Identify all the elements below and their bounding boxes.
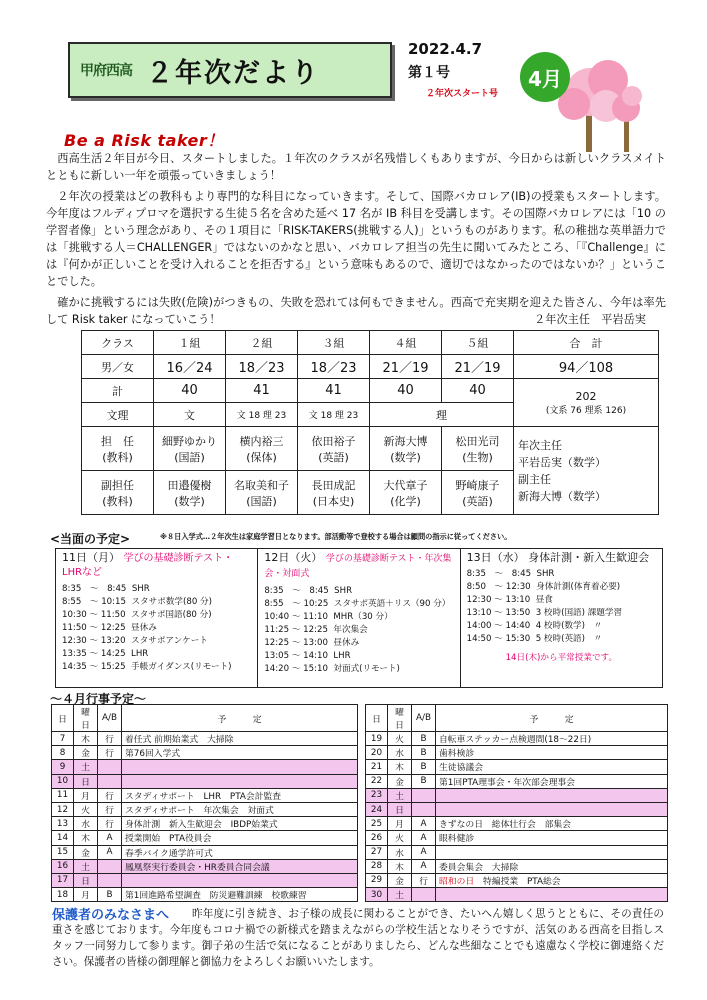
table-header-row	[52, 705, 668, 732]
table-cell: B	[412, 774, 436, 788]
table-cell: 19	[366, 732, 388, 746]
table-cell: 18／23	[298, 355, 370, 379]
schedule-day-header: 13日（水） 身体計測・新入生歓迎会	[466, 551, 650, 564]
table-cell: 担 任 (教科)	[82, 427, 154, 471]
schedule-day-header: 11日（月） 学びの基礎診断テスト・LHRなど	[62, 551, 234, 578]
list-item: 8:55 ～ 10:25 スタサポ英語＋リス（90 分）	[264, 599, 451, 609]
table-cell: 41	[298, 379, 370, 403]
table-cell: 大代章子 (化学)	[370, 471, 442, 515]
table-cell: B	[412, 746, 436, 760]
table-cell: 16／24	[154, 355, 226, 379]
event-text: 第1回進路希望調査 防災避難訓練 校歌練習	[125, 891, 307, 902]
issue-date: 2022.4.7	[408, 40, 483, 58]
table-cell: A	[98, 831, 122, 845]
table-cell: 15	[52, 845, 74, 859]
event-text: 春季バイク通学許可式	[125, 848, 213, 859]
schedule-day-11	[56, 549, 258, 687]
table-cell-event	[436, 732, 668, 746]
table-cell-event	[122, 774, 358, 788]
table-cell: 行	[98, 746, 122, 760]
table-cell: 10	[52, 774, 74, 788]
table-cell: 行	[98, 817, 122, 831]
table-cell-event	[436, 760, 668, 774]
table-cell: 新海大博 (数学)	[370, 427, 442, 471]
table-cell: 水	[74, 817, 98, 831]
table-cell: ２組	[226, 331, 298, 355]
table-cell: 13	[52, 817, 74, 831]
table-cell: 木	[388, 760, 412, 774]
issue-subtitle: ２年次スタート号	[426, 89, 499, 99]
table-cell: 合 計	[514, 331, 659, 355]
table-row	[52, 845, 668, 859]
month-badge: 4月	[520, 52, 570, 102]
list-item: 12:30 ～ 13:10 昼食	[466, 595, 553, 605]
table-cell: 男／女	[82, 355, 154, 379]
table-cell-event	[436, 774, 668, 788]
table-cell: 24	[366, 802, 388, 816]
event-text: スタディサポート LHR PTA会計監査	[125, 791, 282, 802]
regular-class-note: 14日(木)から平常授業です。	[505, 653, 618, 663]
event-text: 歯科検診	[439, 749, 475, 760]
table-cell: 金	[74, 845, 98, 859]
list-item: 10:40 ～ 11:10 MHR（30 分）	[264, 612, 393, 622]
event-text: 眼科健診	[439, 834, 475, 845]
table-cell: 7	[52, 732, 74, 746]
list-item: 13:35 ～ 14:25 LHR	[62, 649, 149, 659]
schedule-note: ※８日入学式…２年次生は家庭学習日となります。部活動等で登校する場合は顧問の指示に従ってください。	[160, 532, 512, 541]
table-cell-event	[436, 873, 668, 887]
list-item: 12:25 ～ 13:00 昼休み	[264, 638, 360, 648]
table-cell: 27	[366, 845, 388, 859]
event-text: 鳳凰祭実行委員会・HR委員合同会議	[125, 862, 270, 873]
table-cell	[98, 760, 122, 774]
table-cell-event	[122, 802, 358, 816]
table-cell-event	[122, 788, 358, 802]
table-cell: 水	[388, 746, 412, 760]
table-row	[82, 355, 659, 379]
title-box	[68, 42, 392, 98]
table-cell: 行	[412, 873, 436, 887]
table-cell: 木	[388, 859, 412, 873]
guardian-heading: 保護者のみなさまへ	[52, 908, 170, 923]
column-header: 曜日	[388, 705, 412, 732]
table-cell: 金	[388, 873, 412, 887]
list-item: 10:30 ～ 11:50 スタサポ国語(80 分)	[62, 610, 212, 620]
table-cell: 29	[366, 873, 388, 887]
schedule-day-13	[461, 549, 662, 687]
table-row	[52, 746, 668, 760]
table-cell: 依田裕子 (英語)	[298, 427, 370, 471]
table-cell: 月	[388, 817, 412, 831]
intro-paragraph-1: 西高生活２年目が今日、スタートしました。１年次のクラスが名残惜しくもありますが、今日からは新しいクラスメイトとともに新しい一年を頑張っていきましょう！	[46, 152, 666, 182]
school-name: 甲府西高	[80, 63, 132, 79]
table-cell: 日	[74, 774, 98, 788]
list-item: 8:50 ～ 12:30 身体計測(体育着必要)	[466, 582, 621, 592]
class-table	[81, 330, 659, 515]
table-cell: 文 18 理 23	[226, 403, 298, 427]
table-cell: 9	[52, 760, 74, 774]
table-row	[52, 859, 668, 873]
table-cell: 土	[74, 859, 98, 873]
table-row	[52, 732, 668, 746]
column-header: A/B	[412, 705, 436, 732]
intro-paragraph-3: 確かに挑戦するには失敗(危険)がつきもの、失敗を恐れては何もできません。西高で充実期を迎えた皆さん、今年は率先して Risk taker になっていこう！	[46, 296, 666, 326]
table-cell-event	[122, 746, 358, 760]
table-cell: 細野ゆかり (国語)	[154, 427, 226, 471]
table-cell: 行	[98, 802, 122, 816]
event-text: 第1回PTA理事会・年次部会理事会	[439, 777, 575, 788]
table-cell: 月	[74, 888, 98, 902]
table-cell	[412, 888, 436, 902]
list-item: 12:30 ～ 13:20 スタサポアンケート	[62, 636, 208, 646]
table-cell-event	[122, 831, 358, 845]
event-text: 着任式 前期始業式 大掃除	[125, 735, 234, 746]
event-text: スタディサポート 年次集会 対面式	[125, 806, 274, 817]
table-row	[82, 427, 659, 471]
table-cell-event	[436, 845, 668, 859]
table-row	[52, 888, 668, 902]
list-item: 11:25 ～ 12:25 年次集会	[264, 625, 368, 635]
table-cell: 日	[388, 802, 412, 816]
table-cell: A	[412, 817, 436, 831]
issue-number: 第１号	[408, 65, 450, 81]
table-cell: ３組	[298, 331, 370, 355]
schedule-heading: <当面の予定>	[50, 532, 131, 546]
column-header: 予 定	[122, 705, 358, 732]
table-row	[82, 379, 659, 403]
table-cell: 16	[52, 859, 74, 873]
table-cell	[98, 873, 122, 887]
signature: ２年次主任 平岩岳実	[534, 313, 646, 326]
table-cell: 26	[366, 831, 388, 845]
column-header: 曜日	[74, 705, 98, 732]
list-item: 8:35 ～ 8:45 SHR	[264, 586, 353, 596]
table-cell: 木	[74, 831, 98, 845]
table-cell-event	[436, 802, 668, 816]
table-cell: A	[412, 859, 436, 873]
total-students: 202	[575, 389, 597, 403]
table-cell: 金	[388, 774, 412, 788]
table-cell: A	[412, 845, 436, 859]
table-cell-event	[122, 888, 358, 902]
schedule-day-12	[258, 549, 460, 687]
table-cell: 名取美和子 (国語)	[226, 471, 298, 515]
table-cell: 田邉優樹 (数学)	[154, 471, 226, 515]
table-cell: 行	[98, 788, 122, 802]
list-item: 11:50 ～ 12:25 昼休み	[62, 623, 157, 633]
event-text: 委員会集会 大掃除	[439, 862, 519, 873]
table-cell: 40	[370, 379, 442, 403]
events-table	[51, 704, 668, 902]
list-item: 13:10 ～ 13:50 3 校時(国語) 課題学習	[466, 608, 623, 618]
table-cell: 理	[370, 403, 514, 427]
page-title: ２年次だより	[146, 57, 320, 89]
table-cell: 23	[366, 788, 388, 802]
section-heading-risk-taker: Be a Risk taker！	[64, 131, 224, 150]
guardian-message: 昨年度に引き続き、お子様の成長に関わることができ、たいへん嬉しく思うとともに、その責任の重さを感じております。今年度もコロナ禍での新様式を踏まえながらの学校生活となりそうですが、活気のある西高を目指しスタッフ一同努力して参ります。御子弟の生活で気になることがありましたら、どんな些細なことでも遠慮なく学校に御連絡ください。保護者の皆様の御理解と御協力をよろしくお願いいたします。	[52, 908, 664, 968]
table-cell-event	[122, 817, 358, 831]
table-cell: 土	[74, 760, 98, 774]
table-cell: A	[98, 845, 122, 859]
table-cell: 計	[82, 379, 154, 403]
table-cell: 行	[98, 732, 122, 746]
table-cell: 横内裕三 (保体)	[226, 427, 298, 471]
table-cell: 日	[74, 873, 98, 887]
total-breakdown: (文系 76 理系 126)	[545, 405, 627, 416]
events-heading: ～４月行事予定～	[50, 692, 147, 706]
table-cell: 土	[388, 888, 412, 902]
table-cell: 文	[154, 403, 226, 427]
list-item: 14:20 ～ 15:10 対面式(リモート)	[264, 664, 400, 674]
holiday-label: 昭和の日	[439, 876, 475, 887]
column-header: 日	[52, 705, 74, 732]
table-cell-event	[436, 788, 668, 802]
table-cell: 17	[52, 873, 74, 887]
event-text: きずなの日 総体壮行会 部集会	[439, 820, 571, 831]
table-cell: 火	[388, 732, 412, 746]
schedule-box	[55, 548, 663, 688]
table-cell: 長田成記 (日本史)	[298, 471, 370, 515]
table-cell: ４組	[370, 331, 442, 355]
table-cell: 21／19	[370, 355, 442, 379]
table-cell: ５組	[442, 331, 514, 355]
column-header: 予 定	[436, 705, 668, 732]
table-cell-event	[436, 831, 668, 845]
table-cell: 文 18 理 23	[298, 403, 370, 427]
table-cell: １組	[154, 331, 226, 355]
table-cell	[412, 788, 436, 802]
table-row	[52, 774, 668, 788]
table-row	[52, 788, 668, 802]
table-cell: B	[412, 760, 436, 774]
intro-paragraph-2: ２年次の授業はどの教科もより専門的な科目になっていきます。そして、国際バカロレア(IB)の授業もスタートします。今年度はフルディプロマを選択する生徒５名を含めた延べ 17 名が IB 科目を受講します。その国際バカロレアには「10 の学習者像」という理念があり、その１項目に「RISK-TAKERS(挑戦する人)」というものがあります。私の稚拙な英単語力では「挑戦する人＝CHALLENGER」ではないのかなと思い、バカロレア担当の先生に聞いてみたところ、「『Challenge』には『何かが正しいことを受け入れることを拒否する』という意味もあるので、適切ではなかったのではないか？」ということでした。	[46, 190, 666, 288]
table-cell-event	[122, 873, 358, 887]
table-cell: 30	[366, 888, 388, 902]
table-cell-event	[122, 732, 358, 746]
table-cell-event	[436, 817, 668, 831]
table-cell-event	[122, 859, 358, 873]
table-cell: 11	[52, 788, 74, 802]
event-text: 特編授業 PTA総会	[483, 876, 561, 887]
table-cell: A	[412, 831, 436, 845]
list-item: 14:35 ～ 15:25 手帳ガイダンス(リモート)	[62, 662, 232, 672]
table-cell: 25	[366, 817, 388, 831]
event-text: 授業開始 PTA役員会	[125, 834, 212, 845]
table-row	[82, 331, 659, 355]
event-text: 身体計測 新入生歓迎会 IBDP始業式	[125, 820, 278, 831]
table-cell	[98, 859, 122, 873]
table-cell-event	[436, 746, 668, 760]
table-row	[52, 831, 668, 845]
table-cell: 94／108	[514, 355, 659, 379]
table-cell: 8	[52, 746, 74, 760]
table-cell-event	[122, 760, 358, 774]
table-cell: 41	[226, 379, 298, 403]
schedule-day-header: 12日（火） 学びの基礎診断テスト・年次集会・対面式	[264, 551, 452, 579]
event-text: 自転車ステッカー点検週間(18～22日)	[439, 735, 592, 746]
table-cell: 月	[74, 788, 98, 802]
table-cell-event	[122, 845, 358, 859]
list-item: 8:35 ～ 8:45 SHR	[62, 584, 150, 594]
table-cell: 土	[388, 788, 412, 802]
table-cell: 12	[52, 802, 74, 816]
table-cell: 副担任 (教科)	[82, 471, 154, 515]
table-cell: 14	[52, 831, 74, 845]
table-cell: 火	[74, 802, 98, 816]
event-text: 第76回入学式	[125, 749, 181, 760]
list-item: 14:00 ～ 14:40 4 校時(数学) 〃	[466, 621, 603, 631]
list-item: 8:55 ～ 10:15 スタサポ数学(80 分)	[62, 597, 212, 607]
table-cell: 20	[366, 746, 388, 760]
table-cell: 金	[74, 746, 98, 760]
table-cell: B	[98, 888, 122, 902]
table-cell: 水	[388, 845, 412, 859]
table-cell: 松田光司 (生物)	[442, 427, 514, 471]
table-cell	[412, 802, 436, 816]
table-row	[52, 802, 668, 816]
table-row	[52, 817, 668, 831]
table-cell: 21	[366, 760, 388, 774]
table-cell: B	[412, 732, 436, 746]
column-header: 日	[366, 705, 388, 732]
table-cell: 木	[74, 732, 98, 746]
table-cell-total	[514, 379, 659, 427]
table-cell: 40	[442, 379, 514, 403]
list-item: 13:05 ～ 14:10 LHR	[264, 651, 351, 661]
table-cell: クラス	[82, 331, 154, 355]
table-cell: 22	[366, 774, 388, 788]
table-cell: 18／23	[226, 355, 298, 379]
event-text: 生徒協議会	[439, 763, 483, 774]
table-cell: 野崎康子 (英語)	[442, 471, 514, 515]
table-cell: 28	[366, 859, 388, 873]
table-cell-event	[436, 888, 668, 902]
list-item: 14:50 ～ 15:30 5 校時(英語) 〃	[466, 634, 603, 644]
table-cell-event	[436, 859, 668, 873]
table-cell	[98, 774, 122, 788]
table-cell: 文理	[82, 403, 154, 427]
list-item: 8:35 ～ 8:45 SHR	[466, 569, 555, 579]
table-row	[52, 760, 668, 774]
table-cell-chiefs: 年次主任 平岩岳実（数学） 副主任 新海大博（数学）	[514, 427, 659, 515]
table-cell: 18	[52, 888, 74, 902]
table-cell: 40	[154, 379, 226, 403]
table-cell: 火	[388, 831, 412, 845]
table-cell: 21／19	[442, 355, 514, 379]
table-row	[52, 873, 668, 887]
column-header: A/B	[98, 705, 122, 732]
